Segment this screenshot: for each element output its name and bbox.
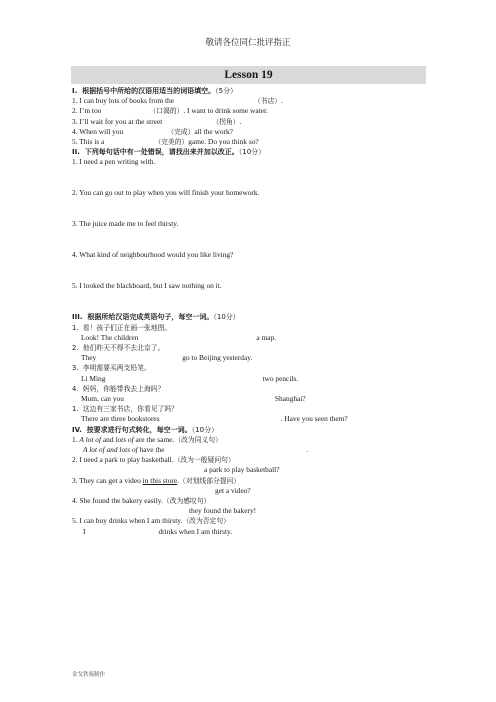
s3-item-1-cn: 1. 看！孩子们正在画一张地图。 bbox=[72, 323, 172, 332]
page-header: 敬请各位同仁批评指正 bbox=[205, 38, 291, 48]
s4-a5: I drinks when I am thirsty. bbox=[83, 526, 233, 536]
s2-item-5: 5. I looked the blackboard, but I saw nothing on it. bbox=[72, 281, 222, 291]
s4-q1: 1. A lot of and lots of are the same.（改为同义句） bbox=[72, 434, 222, 444]
s1-item-5: 5. This is a （完美的）game. Do you think so? bbox=[72, 137, 259, 147]
s4-q2: 2. I need a park to play basketball.（改为一般疑问句） bbox=[72, 455, 235, 465]
s4-q4: 4. She found the bakery easily.（改为感叹句） bbox=[72, 496, 211, 505]
section-1-heading: I. 根据括号中所给的汉语用适当的词语填空。（5分） bbox=[72, 87, 238, 95]
s4-a1: A lot of and lots of have the . bbox=[83, 444, 309, 454]
worksheet-content bbox=[72, 86, 432, 537]
section-3-heading: III. 根据所给汉语完成英语句子，每空一词。（10分） bbox=[72, 313, 240, 322]
s2-item-2: 2. You can go out to play when you will finish your homework. bbox=[72, 188, 260, 198]
s3-item-4-cn: 4. 妈妈，你能带我去上海吗？ bbox=[72, 384, 165, 393]
s1-item-4: 4. When will you （完成）all the work? bbox=[72, 126, 233, 136]
s4-q5: 5. I can buy drinks when I am thirsty.（改为否定句） bbox=[72, 516, 230, 526]
page-footer: 金戈铁骑制作 bbox=[72, 672, 106, 678]
s1-item-1: 1. I can buy lots of books from the （书店）. bbox=[72, 96, 284, 106]
s2-item-1: 1. I need a pen writing with. bbox=[72, 157, 156, 167]
section-4-heading: IV. 按要求进行句式转化，每空一词。（10分） bbox=[72, 425, 219, 434]
lesson-title: Lesson 19 bbox=[71, 66, 426, 84]
s3-item-2-en: They go to Beijing yesterday. bbox=[81, 353, 253, 363]
section-2-heading: II. 下列每句话中有一处错误，请找出来并加以改正。（10分） bbox=[72, 148, 266, 157]
s4-a4: they found the bakery! bbox=[189, 506, 257, 516]
s2-item-4: 4. What kind of neighbourhood would you like living? bbox=[72, 250, 234, 260]
s1-item-2: 2. I’m too （口渴的）. I want to drink some water. bbox=[72, 106, 268, 116]
s3-item-5-en: There are three bookstores . Have you seen them? bbox=[81, 414, 348, 424]
s3-item-5-cn: 1. 这边有三家书店，你看见了吗？ bbox=[72, 405, 178, 414]
s2-item-3: 3. The juice made me to feel thirsty. bbox=[72, 219, 179, 229]
s1-item-3: 3. I’ll wait for you at the street （拐角）. bbox=[72, 116, 242, 126]
s3-item-3-cn: 3. 李明需要买两支铅笔。 bbox=[72, 364, 151, 373]
s3-item-2-cn: 2. 他们昨天不得不去北京了。 bbox=[72, 343, 165, 352]
s3-item-1-en: Look! The children a map. bbox=[81, 332, 277, 342]
s3-item-3-en: Li Ming two pencils. bbox=[81, 373, 299, 383]
s4-q3: 3. They can get a video in this store.（对划线部分提问） bbox=[72, 475, 241, 485]
s3-item-4-en: Mum, can you Shanghai? bbox=[81, 393, 306, 403]
s4-a2: a park to play basketball? bbox=[204, 465, 280, 475]
s4-a3: get a video? bbox=[215, 485, 251, 495]
